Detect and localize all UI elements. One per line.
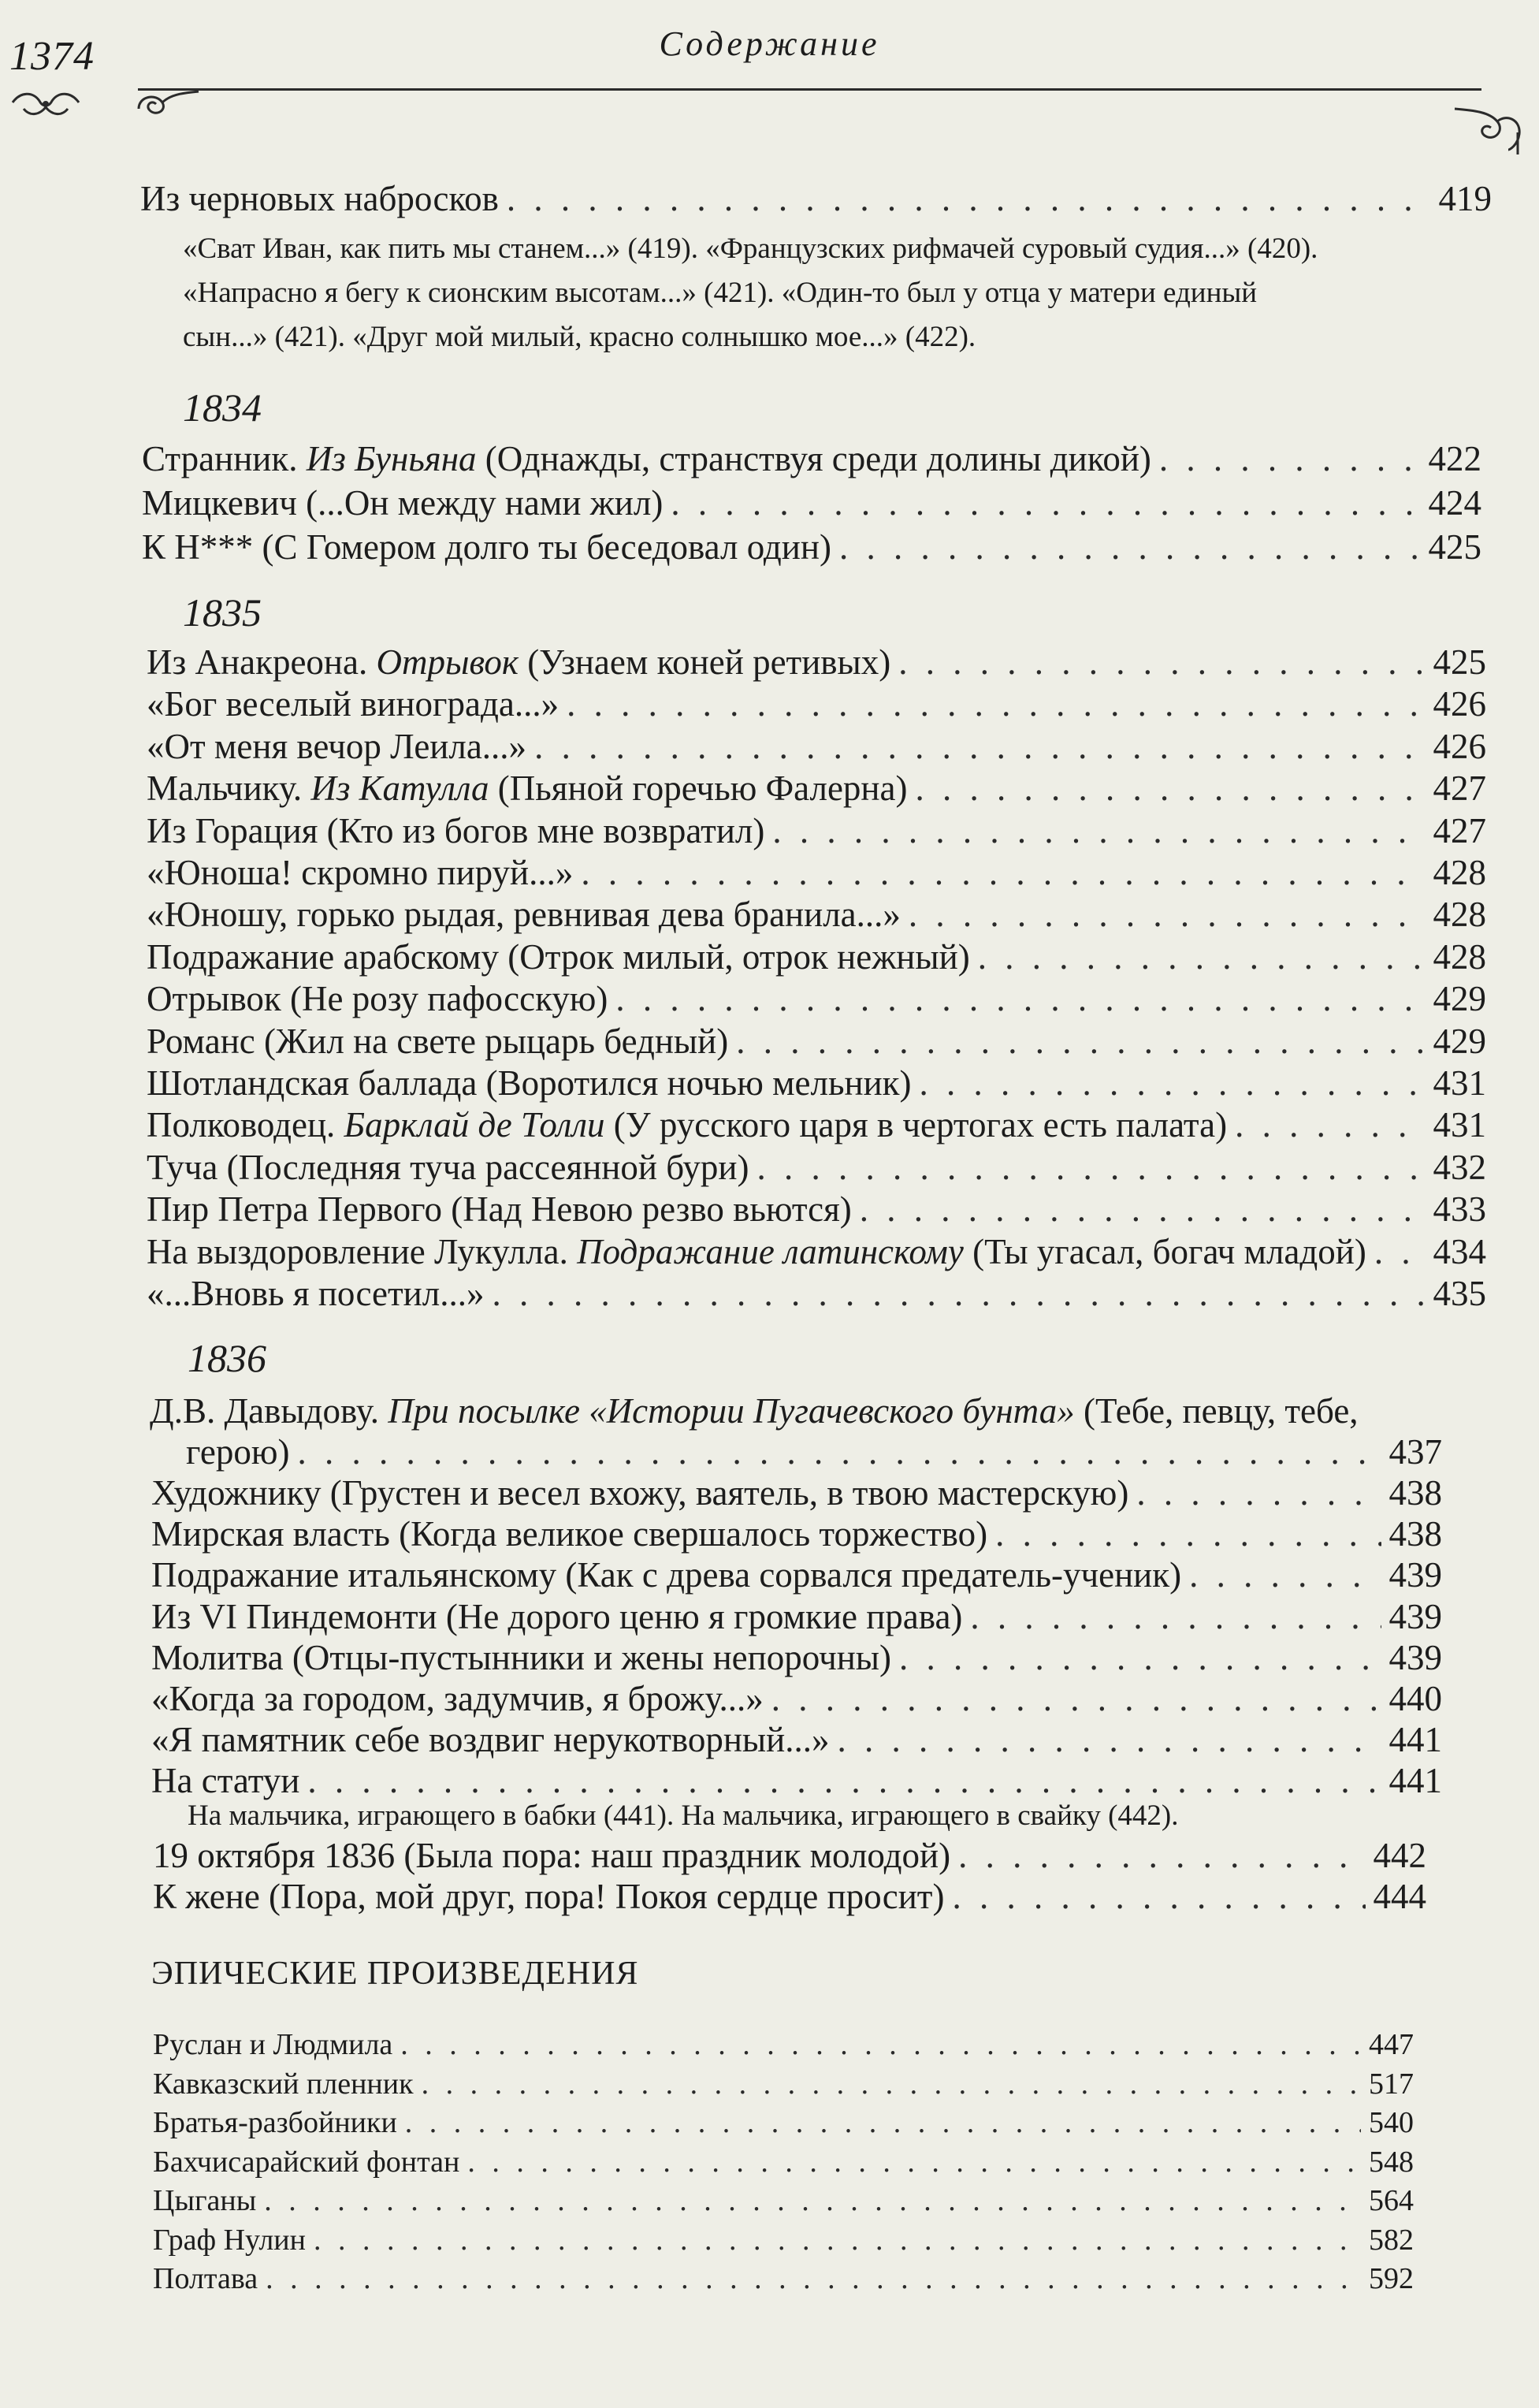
leader-dots: [671, 482, 1420, 523]
entry-page: 441: [1388, 1761, 1442, 1801]
entry-title: «Юноша! скромно пируй...»: [147, 853, 574, 892]
entry-page: 517: [1369, 2067, 1414, 2101]
entry-page: 447: [1369, 2028, 1414, 2061]
entry-page: 432: [1433, 1147, 1486, 1187]
toc-entry-davydov-cont[interactable]: [186, 1431, 1442, 1472]
leader-dots: [756, 1147, 1425, 1188]
entry-page: 439: [1388, 1596, 1442, 1636]
leader-dots: [1235, 1104, 1425, 1145]
entry-page: 439: [1388, 1555, 1442, 1595]
sub-line: сын...» (421). «Друг мой милый, красно солнышко мое...» (422).: [183, 321, 976, 353]
toc-entry[interactable]: [151, 1554, 1442, 1595]
entry-page: 429: [1433, 979, 1486, 1019]
entry-page: 425: [1433, 642, 1486, 682]
entry-title: Странник.: [142, 439, 307, 478]
entry-page: 422: [1428, 439, 1481, 478]
toc-entry[interactable]: [147, 894, 1486, 935]
toc-entry[interactable]: [147, 852, 1486, 893]
entry-title: Д.В. Давыдову.: [150, 1391, 388, 1431]
entry-page: 433: [1433, 1189, 1486, 1230]
page-number: 1374: [9, 34, 95, 79]
entry-page: 428: [1433, 936, 1486, 977]
entry-page: 425: [1428, 527, 1481, 567]
entry-page: 592: [1369, 2262, 1414, 2295]
entry-title: Подражание арабскому (Отрок милый, отрок нежный): [147, 936, 970, 977]
sub-line: На мальчика, играющего в бабки (441). На мальчика, играющего в свайку (442).: [188, 1799, 1179, 1832]
entry-title-italic: Подражание латинскому: [577, 1231, 964, 1271]
leader-dots: [909, 894, 1426, 935]
toc-entry[interactable]: [147, 810, 1486, 851]
leader-dots: [1374, 1231, 1426, 1272]
entry-title: Мицкевич (...Он между нами жил): [142, 483, 664, 523]
leader-dots: [266, 2258, 1361, 2299]
entry-title: Цыганы: [153, 2184, 257, 2217]
leader-dots: [507, 178, 1431, 219]
toc-entry[interactable]: [153, 2258, 1414, 2299]
entry-title: К жене (Пора, мой друг, пора! Покоя сердце просит): [153, 1877, 945, 1916]
header-rule: [138, 88, 1481, 91]
leader-dots: [264, 2180, 1361, 2221]
entry-title: Художнику (Грустен и весел вхожу, ваятель, в твою мастерскую): [151, 1473, 1129, 1513]
toc-entry[interactable]: [153, 2102, 1414, 2143]
entry-page: 427: [1433, 810, 1486, 850]
leader-dots: [995, 1513, 1381, 1554]
entry-title: 19 октября 1836 (Была пора: наш праздник молодой): [153, 1836, 951, 1875]
leader-dots: [771, 1678, 1381, 1719]
toc-entry[interactable]: [151, 1596, 1442, 1637]
entry-title-rest: (Однажды, странствуя среди долины дикой): [476, 439, 1151, 478]
entry-page: 429: [1433, 1021, 1486, 1061]
entry-title: Бахчисарайский фонтан: [153, 2145, 460, 2179]
entry-title: Шотландская баллада (Воротился ночью мельник): [147, 1063, 912, 1103]
year-heading: 1836: [188, 1336, 266, 1380]
entry-page: 438: [1388, 1473, 1442, 1513]
entry-page: 428: [1433, 853, 1486, 892]
leader-dots: [567, 683, 1425, 724]
sub-line: «Напрасно я бегу к сионским высотам...» (421). «Один-то был у отца у матери единый: [183, 277, 1258, 309]
toc-entry[interactable]: [151, 1678, 1442, 1719]
entry-page: 438: [1388, 1514, 1442, 1554]
entry-page: 435: [1433, 1274, 1486, 1313]
toc-entry[interactable]: [147, 1063, 1486, 1104]
leader-dots: [1159, 438, 1421, 479]
toc-entry[interactable]: [153, 1835, 1426, 1876]
leader-dots: [405, 2102, 1361, 2143]
entry-title: Из черновых набросков: [140, 179, 499, 218]
toc-entry[interactable]: [147, 1104, 1486, 1145]
toc-entry[interactable]: [147, 1189, 1486, 1230]
leader-dots: [1136, 1472, 1381, 1513]
toc-entry[interactable]: [147, 642, 1486, 683]
entry-title: «Когда за городом, задумчив, я брожу...»: [151, 1679, 764, 1718]
entry-title: «От меня вечор Леила...»: [147, 726, 527, 766]
entry-title: Молитва (Отцы-пустынники и жены непорочны): [151, 1637, 892, 1677]
leader-dots: [970, 1596, 1381, 1637]
left-flourish-icon: [8, 85, 84, 120]
entry-title: Руслан и Людмила: [153, 2028, 393, 2061]
entry-page: 439: [1388, 1637, 1442, 1677]
leader-dots: [615, 978, 1425, 1019]
year-heading: 1835: [183, 590, 262, 635]
toc-entry[interactable]: [140, 178, 1492, 219]
toc-entry[interactable]: [147, 936, 1486, 977]
toc-entry[interactable]: [151, 1472, 1442, 1513]
entry-title-rest: (Ты угасал, богач младой): [963, 1231, 1366, 1271]
entry-page: 441: [1388, 1720, 1442, 1760]
entry-title: Граф Нулин: [153, 2223, 306, 2257]
toc-entry[interactable]: [153, 2064, 1414, 2105]
toc-entry[interactable]: [151, 1719, 1442, 1760]
leader-dots: [736, 1021, 1425, 1062]
header-right-ornament-icon: [1450, 101, 1529, 156]
leader-dots: [422, 2064, 1361, 2105]
entry-page: 426: [1433, 726, 1486, 766]
leader-dots: [915, 768, 1425, 809]
entry-title-italic: Из Буньяна: [306, 439, 477, 478]
entry-page: 424: [1428, 483, 1481, 523]
entry-page: 582: [1369, 2223, 1414, 2257]
entry-page: 437: [1388, 1432, 1442, 1472]
leader-dots: [952, 1876, 1365, 1917]
entry-title: Романс (Жил на свете рыцарь бедный): [147, 1021, 729, 1061]
toc-entry[interactable]: [147, 1231, 1486, 1272]
toc-entry[interactable]: [151, 1637, 1442, 1678]
leader-dots: [297, 1431, 1381, 1472]
entry-page: 434: [1433, 1231, 1486, 1271]
entry-title: Мирская власть (Когда великое свершалось торжество): [151, 1514, 988, 1554]
entry-page: 444: [1373, 1877, 1426, 1916]
entry-page: 427: [1433, 769, 1486, 809]
toc-entry[interactable]: [142, 438, 1481, 479]
leader-dots: [581, 852, 1425, 893]
entry-title: Из VI Пиндемонти (Не дорого ценю я громкие права): [151, 1596, 963, 1636]
entry-title-rest: (Узнаем коней ретивых): [518, 642, 891, 682]
leader-dots: [1189, 1554, 1381, 1595]
entry-title: Кавказский пленник: [153, 2067, 414, 2101]
leader-dots: [492, 1273, 1425, 1314]
entry-title-rest: (Пьяной горечью Фалерна): [489, 769, 908, 809]
entry-page: 548: [1369, 2145, 1414, 2179]
entry-title: «Я памятник себе воздвиг нерукотворный...»: [151, 1720, 830, 1760]
year-heading: 1834: [183, 385, 262, 430]
toc-entry[interactable]: [147, 683, 1486, 724]
toc-entry[interactable]: [151, 1513, 1442, 1554]
entry-page: 540: [1369, 2106, 1414, 2139]
entry-page: 419: [1438, 179, 1492, 218]
leader-dots: [920, 1063, 1426, 1104]
entry-title: Подражание итальянскому (Как с древа сорвался предатель-ученик): [151, 1555, 1182, 1595]
leader-dots: [958, 1835, 1365, 1876]
section-heading: ЭПИЧЕСКИЕ ПРОИЗВЕДЕНИЯ: [151, 1956, 639, 1992]
sub-line: «Сват Иван, как пить мы станем...» (419). «Французских рифмачей суровый судия...» (420).: [183, 233, 1318, 265]
leader-dots: [899, 1637, 1381, 1678]
leader-dots: [467, 2142, 1361, 2183]
entry-title: «Юношу, горько рыдая, ревнивая дева бранила...»: [147, 895, 901, 935]
header-title: Содержание: [659, 24, 880, 63]
entry-title-italic: При посылке «Истории Пугачевского бунта»: [388, 1391, 1075, 1431]
leader-dots: [838, 1719, 1381, 1760]
entry-page: 440: [1388, 1679, 1442, 1718]
entry-title-italic: Барклай де Толли: [344, 1105, 605, 1145]
entry-page: 431: [1433, 1063, 1486, 1103]
entry-title: Отрывок (Не розу пафосскую): [147, 979, 608, 1019]
entry-title: Полтава: [153, 2262, 258, 2295]
entry-page: 428: [1433, 895, 1486, 935]
toc-entry[interactable]: [153, 2142, 1414, 2183]
toc-entry[interactable]: [147, 726, 1486, 767]
entry-page: 431: [1433, 1105, 1486, 1145]
leader-dots: [860, 1189, 1426, 1230]
entry-title: Мальчику.: [147, 769, 311, 809]
toc-entry[interactable]: [142, 482, 1481, 523]
entry-title: К Н*** (С Гомером долго ты беседовал один): [142, 527, 831, 567]
entry-page: 442: [1373, 1836, 1426, 1875]
leader-dots: [400, 2024, 1361, 2065]
toc-entry[interactable]: [142, 527, 1481, 568]
toc-entry[interactable]: [153, 1876, 1426, 1917]
toc-entry[interactable]: [153, 2180, 1414, 2221]
entry-title: Из Анакреона.: [147, 642, 377, 682]
entry-title-rest: (Тебе, певцу, тебе,: [1074, 1391, 1359, 1431]
leader-dots: [898, 642, 1425, 683]
leader-dots: [314, 2220, 1361, 2261]
entry-page: 564: [1369, 2184, 1414, 2217]
toc-entry[interactable]: [153, 2024, 1414, 2065]
toc-entry[interactable]: [147, 1147, 1486, 1188]
leader-dots: [978, 936, 1426, 977]
toc-entry[interactable]: [147, 978, 1486, 1019]
leader-dots: [839, 527, 1421, 568]
entry-title: Туча (Последняя туча рассеянной бури): [147, 1147, 749, 1187]
leader-dots: [772, 810, 1425, 851]
entry-title: На выздоровление Лукулла.: [147, 1231, 578, 1271]
entry-title: На статуи: [151, 1761, 300, 1801]
toc-entry-davydov[interactable]: [150, 1390, 1489, 1431]
entry-page: 426: [1433, 684, 1486, 724]
toc-entry[interactable]: [147, 768, 1486, 809]
header-left-ornament-icon: [132, 85, 203, 125]
toc-entry[interactable]: [153, 2220, 1414, 2261]
entry-title: Из Горация (Кто из богов мне возвратил): [147, 810, 765, 850]
entry-title: Пир Петра Первого (Над Невою резво вьются): [147, 1189, 852, 1230]
entry-title-italic: Отрывок: [376, 642, 519, 682]
entry-title: Братья-разбойники: [153, 2106, 397, 2139]
entry-title: Полководец.: [147, 1105, 344, 1145]
toc-entry[interactable]: [147, 1021, 1486, 1062]
toc-entry[interactable]: [147, 1273, 1486, 1314]
leader-dots: [534, 726, 1425, 767]
entry-title: «Бог веселый винограда...»: [147, 684, 559, 724]
entry-title-rest: (У русского царя в чертогах есть палата): [604, 1105, 1228, 1145]
entry-title: «...Вновь я посетил...»: [147, 1274, 485, 1313]
entry-title: герою): [186, 1432, 290, 1472]
entry-title-italic: Из Катулла: [310, 769, 489, 809]
